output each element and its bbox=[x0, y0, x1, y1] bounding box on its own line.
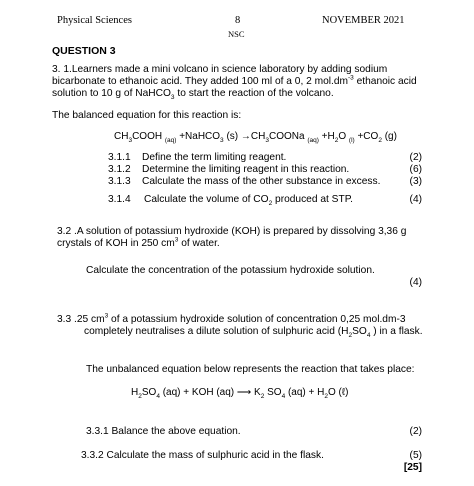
q3-3-2-text: 3.3.2 Calculate the mass of sulphuric acid in the flask. bbox=[81, 450, 324, 461]
subquestion-number: 3.1.4 bbox=[108, 194, 131, 205]
subquestion-number: 3.1.2 bbox=[108, 164, 131, 175]
q3-2-line2: crystals of KOH in 250 $cm^3$ of water. bbox=[57, 236, 220, 249]
subquestion-number: 3.1.3 bbox=[108, 176, 131, 187]
question-total-marks: [25] bbox=[403, 462, 422, 473]
balanced-equation-label: The balanced equation for this reaction is: bbox=[52, 110, 242, 121]
q3-1-intro-line1: 3. 1.Learners made a mini volcano in science laboratory by adding sodium bbox=[52, 64, 388, 75]
balanced-equation: $CH_3COOH$ $_{(aq)}$ +NaHCO$_3$ $(s) \to CH_3COONa$ $_{(aq)} +H_2O$ $_{(l)} +CO_2$ (g) bbox=[114, 131, 397, 144]
unbalanced-equation-label: The unbalanced equation below represents the reaction that takes place: bbox=[86, 364, 415, 375]
question-title: QUESTION 3 bbox=[52, 45, 116, 57]
q3-1-intro-line3: solution to 10 g of NaHCO$_3$ to start the reaction of the volcano. bbox=[52, 88, 334, 102]
q3-3-line1: 3.3 .25 $cm^3$ of a potassium hydroxide solution of concentration 0,25 mol.dm-3 bbox=[57, 312, 406, 325]
subquestion-marks: (4) bbox=[409, 194, 422, 205]
subquestion-text: Calculate the mass of the other substance in excess. bbox=[142, 176, 381, 187]
header-date: NOVEMBER 2021 bbox=[322, 15, 405, 26]
subquestion-marks: (3) bbox=[409, 176, 422, 187]
subquestion-marks: (6) bbox=[409, 164, 422, 175]
subquestion-text: Calculate the volume of $CO_2$ produced at STP. bbox=[144, 194, 354, 208]
q3-2-calc: Calculate the concentration of the potassium hydroxide solution. bbox=[86, 265, 375, 276]
header-page-number: 8 bbox=[235, 15, 241, 26]
q3-3-line2: completely neutralises a dilute solution of sulphuric acid ($H_2SO_4$ ) in a flask. bbox=[84, 326, 423, 340]
subquestion-number: 3.1.1 bbox=[108, 152, 131, 163]
q3-3-2-marks: (5) bbox=[409, 450, 422, 461]
q3-3-1-marks: (2) bbox=[409, 426, 422, 437]
q3-2-line1: 3.2 .A solution of potassium hydroxide (KOH) is prepared by dissolving 3,36 g bbox=[57, 226, 407, 237]
subquestion-text: Determine the limiting reagent in this reaction. bbox=[142, 164, 350, 175]
header-subject: Physical Sciences bbox=[57, 15, 132, 26]
subquestion-marks: (2) bbox=[409, 152, 422, 163]
unbalanced-equation: $H_2SO_4$ (aq) + KOH (aq) ⟶ $K_2$ $SO_4$ $(aq) + H_2O$ (ℓ) bbox=[131, 387, 349, 400]
header-exam: NSC bbox=[228, 29, 245, 39]
q3-3-1-text: 3.3.1 Balance the above equation. bbox=[86, 426, 241, 437]
subquestion-text: Define the term limiting reagent. bbox=[142, 152, 287, 163]
q3-1-intro-line2: bicarbonate to ethanoic acid. They added 100 ml of a 0, 2 $mol.dm^{-3}$ ethanoic acid bbox=[52, 74, 417, 87]
q3-2-marks: (4) bbox=[409, 277, 422, 288]
